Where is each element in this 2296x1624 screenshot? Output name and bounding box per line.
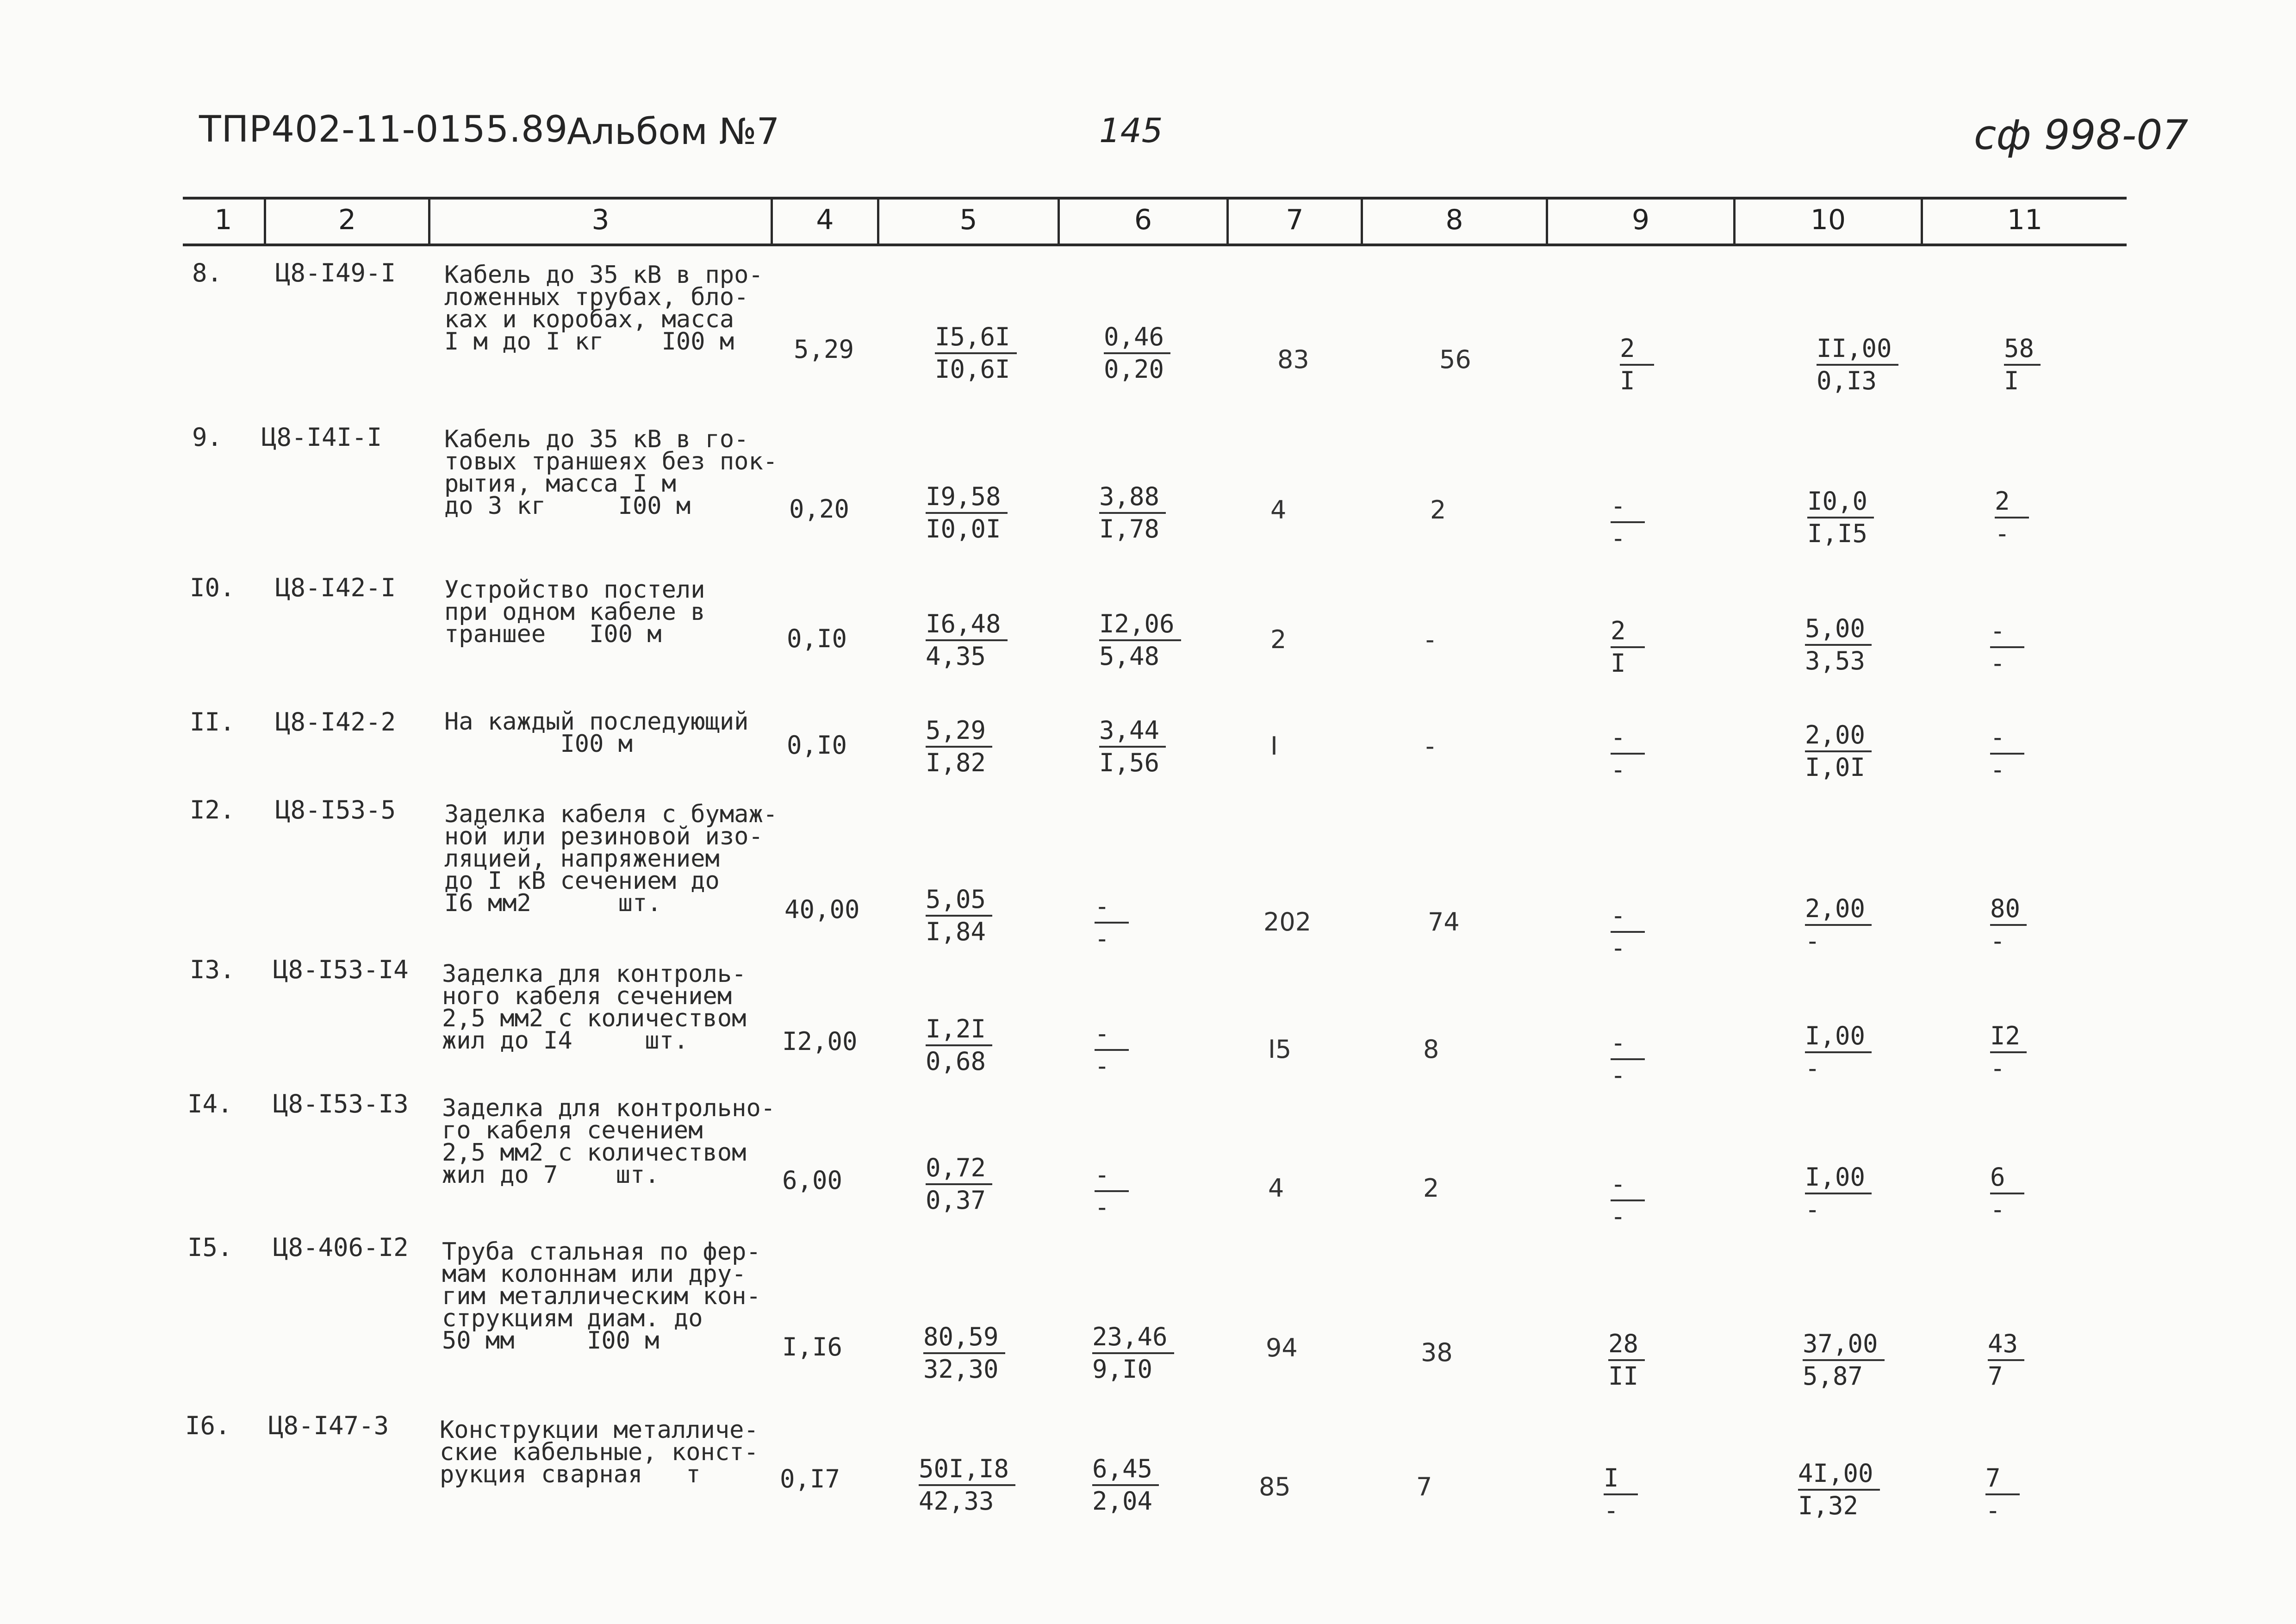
- value-col9: [1611, 491, 1645, 554]
- value-col8: 8: [1423, 1035, 1439, 1064]
- denominator: -: [1611, 1202, 1626, 1231]
- numerator: 28: [1608, 1329, 1645, 1361]
- value-col5: [926, 481, 1008, 544]
- value-col8: 2: [1423, 1174, 1439, 1203]
- value-col9: [1608, 1329, 1645, 1392]
- table-header-rule: [183, 244, 2127, 246]
- rate-code: Ц8-I4I-I: [261, 423, 382, 452]
- value-col7: 85: [1259, 1472, 1291, 1501]
- denominator: -: [1990, 926, 2005, 956]
- rate-code: Ц8-I42-I: [275, 573, 396, 602]
- value-col11: [1990, 1162, 2024, 1225]
- work-description: Труба стальная по фер- мам колоннам или дру- гим металлическим кон- струкциям диам. до 50 мм I00 м: [442, 1238, 761, 1355]
- numerator: 0,72: [926, 1153, 992, 1185]
- row-number: I4.: [187, 1089, 233, 1118]
- numerator: I: [1604, 1463, 1638, 1495]
- denominator: 0,20: [1104, 355, 1164, 384]
- table-top-rule: [183, 197, 2127, 200]
- rate-code: Ц8-I53-I3: [273, 1089, 409, 1118]
- denominator: 2,04: [1092, 1487, 1153, 1516]
- value-col8: 38: [1421, 1338, 1453, 1367]
- numerator: -: [1611, 1028, 1645, 1060]
- numerator: I0,0: [1807, 486, 1874, 518]
- rate-code: Ц8-I53-I4: [273, 955, 409, 984]
- rate-code: Ц8-I53-5: [275, 795, 396, 824]
- value-col5: [935, 322, 1017, 385]
- denominator: 0,37: [926, 1186, 986, 1215]
- numerator: 0,46: [1104, 322, 1170, 354]
- value-col8: 74: [1428, 907, 1460, 937]
- value-col7: 4: [1270, 495, 1287, 525]
- value-col11: [1985, 1463, 2020, 1526]
- denominator: 42,33: [919, 1487, 994, 1516]
- numerator: -: [1611, 722, 1645, 755]
- denominator: -: [1805, 1054, 1820, 1083]
- column-number: 11: [2007, 204, 2043, 236]
- denominator: -: [1990, 1054, 2005, 1083]
- value-col8: 2: [1430, 495, 1446, 525]
- value-col11: [1988, 1329, 2024, 1392]
- value-col5: [919, 1454, 1015, 1517]
- numerator: 5,05: [926, 884, 992, 917]
- numerator: 2: [1620, 333, 1654, 366]
- value-col9: [1611, 722, 1645, 785]
- denominator: I,32: [1798, 1491, 1859, 1520]
- rate-code: Ц8-I49-I: [275, 258, 396, 287]
- row-number: I0.: [190, 573, 235, 602]
- column-number: 2: [338, 204, 356, 236]
- value-col5: [926, 609, 1008, 672]
- value-col10: [1805, 893, 1872, 956]
- denominator: 5,48: [1099, 642, 1160, 671]
- rate-code: Ц8-I42-2: [275, 707, 396, 737]
- numerator: I2: [1990, 1021, 2027, 1053]
- denominator: -: [1095, 1193, 1110, 1222]
- value-col9: [1611, 1028, 1645, 1091]
- numerator: 80,59: [923, 1322, 1005, 1354]
- denominator: 7: [1988, 1362, 2003, 1391]
- column-number: 8: [1445, 204, 1463, 236]
- denominator: -: [1805, 1195, 1820, 1224]
- value-col10: [1807, 486, 1874, 549]
- numerator: I9,58: [926, 481, 1008, 514]
- value-col6: [1092, 1454, 1159, 1517]
- denominator: 32,30: [923, 1355, 999, 1384]
- value-col9: [1611, 1169, 1645, 1232]
- denominator: 9,I0: [1092, 1355, 1153, 1384]
- denominator: -: [1990, 755, 2005, 784]
- numerator: 50I,I8: [919, 1454, 1015, 1486]
- denominator: I,56: [1099, 748, 1160, 777]
- numerator: 37,00: [1803, 1329, 1885, 1361]
- sheet-code: сф 998-07: [1974, 111, 2189, 159]
- numerator: I,00: [1805, 1021, 1872, 1053]
- denominator: I,84: [926, 917, 986, 946]
- row-number: I6.: [185, 1411, 230, 1440]
- denominator: I,82: [926, 748, 986, 777]
- value-col5: [926, 1014, 992, 1077]
- column-number: 4: [816, 204, 834, 236]
- rate-code: Ц8-406-I2: [273, 1233, 409, 1262]
- denominator: I: [1620, 366, 1635, 395]
- numerator: 4I,00: [1798, 1458, 1880, 1491]
- numerator: 80: [1990, 893, 2027, 926]
- denominator: I,I5: [1807, 519, 1868, 548]
- value-col10: [1805, 613, 1872, 676]
- value-col6: [1095, 891, 1129, 954]
- value-col11: [1990, 616, 2024, 679]
- work-description: Конструкции металличе- ские кабельные, конст- рукция сварная т: [440, 1416, 759, 1488]
- numerator: -: [1095, 1160, 1129, 1192]
- value-col7: I: [1270, 731, 1278, 761]
- value-col6: [1092, 1322, 1174, 1385]
- numerator: 23,46: [1092, 1322, 1174, 1354]
- work-description: Устройство постели при одном кабеле в траншее I00 м: [444, 576, 705, 648]
- value-col6: [1099, 481, 1166, 544]
- row-number: I2.: [190, 795, 235, 824]
- numerator: I2,06: [1099, 609, 1181, 641]
- column-number: 1: [214, 204, 232, 236]
- page-number: 145: [1099, 111, 1163, 150]
- value-col10: [1803, 1329, 1885, 1392]
- value-col9: [1611, 900, 1645, 963]
- value-col7: 4: [1268, 1174, 1284, 1203]
- denominator: I,78: [1099, 514, 1160, 543]
- value-col10: [1798, 1458, 1880, 1521]
- work-description: Заделка для контроль- ного кабеля сечением 2,5 мм2 с количеством жил до I4 шт.: [442, 960, 747, 1055]
- denominator: -: [1611, 933, 1626, 962]
- quantity: 40,00: [784, 895, 860, 924]
- numerator: I5,6I: [935, 322, 1017, 354]
- value-col5: [923, 1322, 1005, 1385]
- numerator: -: [1095, 1018, 1129, 1051]
- numerator: I,00: [1805, 1162, 1872, 1194]
- work-description: Кабель до 35 кВ в про- ложенных трубах, бло- ках и коробах, масса I м до I кг I00 м: [444, 261, 763, 356]
- quantity: I2,00: [782, 1027, 858, 1056]
- quantity: 0,20: [789, 494, 850, 524]
- value-col7: 202: [1263, 907, 1312, 937]
- value-col9: [1604, 1463, 1638, 1526]
- document-code: ТПР402-11-0155.89: [199, 109, 568, 150]
- denominator: -: [1611, 755, 1626, 784]
- denominator: 0,68: [926, 1047, 986, 1076]
- value-col9: [1620, 333, 1654, 396]
- numerator: 6: [1990, 1162, 2024, 1194]
- numerator: 2,00: [1805, 893, 1872, 926]
- quantity: 5,29: [794, 335, 854, 364]
- work-description: Заделка кабеля с бумаж- ной или резиновой изо- ляцией, напряжением до I кВ сечением до I6 мм2 шт.: [444, 800, 778, 917]
- column-number: 6: [1134, 204, 1152, 236]
- value-col6: [1095, 1160, 1129, 1223]
- value-col10: [1817, 333, 1898, 396]
- value-col6: [1099, 609, 1181, 672]
- column-number: 3: [591, 204, 610, 236]
- row-number: 8.: [192, 258, 223, 287]
- value-col8: -: [1425, 625, 1435, 654]
- numerator: 2,00: [1805, 720, 1872, 752]
- row-number: I3.: [190, 955, 235, 984]
- value-col5: [926, 715, 992, 778]
- value-col10: [1805, 1162, 1872, 1225]
- value-col10: [1805, 1021, 1872, 1084]
- value-col11: [1995, 486, 2029, 549]
- value-col6: [1104, 322, 1170, 385]
- numerator: I6,48: [926, 609, 1008, 641]
- quantity: 0,I0: [787, 624, 847, 653]
- row-number: 9.: [192, 423, 223, 452]
- rate-code: Ц8-I47-3: [268, 1411, 389, 1440]
- value-col8: 56: [1439, 345, 1471, 374]
- numerator: I,2I: [926, 1014, 992, 1046]
- numerator: -: [1611, 491, 1645, 523]
- value-col11: [1990, 722, 2024, 785]
- quantity: I,I6: [782, 1332, 843, 1362]
- denominator: I: [2004, 366, 2019, 395]
- numerator: 6,45: [1092, 1454, 1159, 1486]
- denominator: -: [1805, 926, 1820, 956]
- denominator: I0,6I: [935, 355, 1010, 384]
- row-number: I5.: [187, 1233, 233, 1262]
- value-col8: -: [1425, 731, 1435, 761]
- column-number: 7: [1286, 204, 1304, 236]
- denominator: -: [1095, 924, 1110, 953]
- value-col9: [1611, 616, 1645, 679]
- value-col7: 83: [1277, 345, 1309, 374]
- denominator: -: [1611, 524, 1626, 553]
- denominator: -: [1095, 1051, 1110, 1081]
- denominator: -: [1990, 649, 2005, 678]
- quantity: 6,00: [782, 1166, 843, 1195]
- denominator: I: [1611, 649, 1626, 678]
- numerator: 2: [1995, 486, 2029, 518]
- denominator: -: [1611, 1061, 1626, 1090]
- numerator: -: [1611, 1169, 1645, 1201]
- album-number: Альбом №7: [567, 111, 780, 153]
- value-col6: [1095, 1018, 1129, 1081]
- value-col6: [1099, 715, 1166, 778]
- value-col7: 94: [1266, 1333, 1298, 1362]
- value-col7: I5: [1268, 1035, 1292, 1064]
- denominator: -: [1990, 1195, 2005, 1224]
- denominator: 0,I3: [1817, 366, 1877, 395]
- denominator: II: [1608, 1362, 1639, 1391]
- denominator: 3,53: [1805, 646, 1866, 675]
- work-description: Заделка для контрольно- го кабеля сечением 2,5 мм2 с количеством жил до 7 шт.: [442, 1094, 776, 1189]
- value-col7: 2: [1270, 625, 1287, 654]
- denominator: -: [1985, 1496, 2001, 1525]
- value-col5: [926, 1153, 992, 1216]
- value-col8: 7: [1416, 1472, 1432, 1501]
- denominator: -: [1604, 1496, 1619, 1525]
- numerator: 7: [1985, 1463, 2020, 1495]
- numerator: 5,29: [926, 715, 992, 748]
- denominator: 5,87: [1803, 1362, 1863, 1391]
- value-col5: [926, 884, 992, 947]
- numerator: 3,88: [1099, 481, 1166, 514]
- denominator: I,0I: [1805, 753, 1866, 782]
- denominator: I0,0I: [926, 514, 1001, 543]
- quantity: 0,I0: [787, 731, 847, 760]
- numerator: 58: [2004, 333, 2041, 366]
- denominator: 4,35: [926, 642, 986, 671]
- numerator: -: [1990, 616, 2024, 648]
- value-col11: [1990, 893, 2027, 956]
- numerator: -: [1095, 891, 1129, 924]
- column-number: 5: [959, 204, 977, 236]
- value-col11: [1990, 1021, 2027, 1084]
- numerator: 43: [1988, 1329, 2024, 1361]
- work-description: На каждый последующий I00 м: [444, 708, 749, 758]
- denominator: -: [1995, 519, 2010, 548]
- quantity: 0,I7: [780, 1464, 840, 1493]
- work-description: Кабель до 35 кВ в го- товых траншеях без пок- рытия, масса I м до 3 кг I00 м: [444, 425, 778, 520]
- numerator: 2: [1611, 616, 1645, 648]
- row-number: II.: [190, 707, 235, 737]
- numerator: 3,44: [1099, 715, 1166, 748]
- value-col11: [2004, 333, 2041, 396]
- numerator: -: [1990, 722, 2024, 755]
- numerator: II,00: [1817, 333, 1898, 366]
- column-number: 10: [1810, 204, 1846, 236]
- numerator: -: [1611, 900, 1645, 933]
- value-col10: [1805, 720, 1872, 783]
- column-number: 9: [1631, 204, 1650, 236]
- numerator: 5,00: [1805, 613, 1872, 646]
